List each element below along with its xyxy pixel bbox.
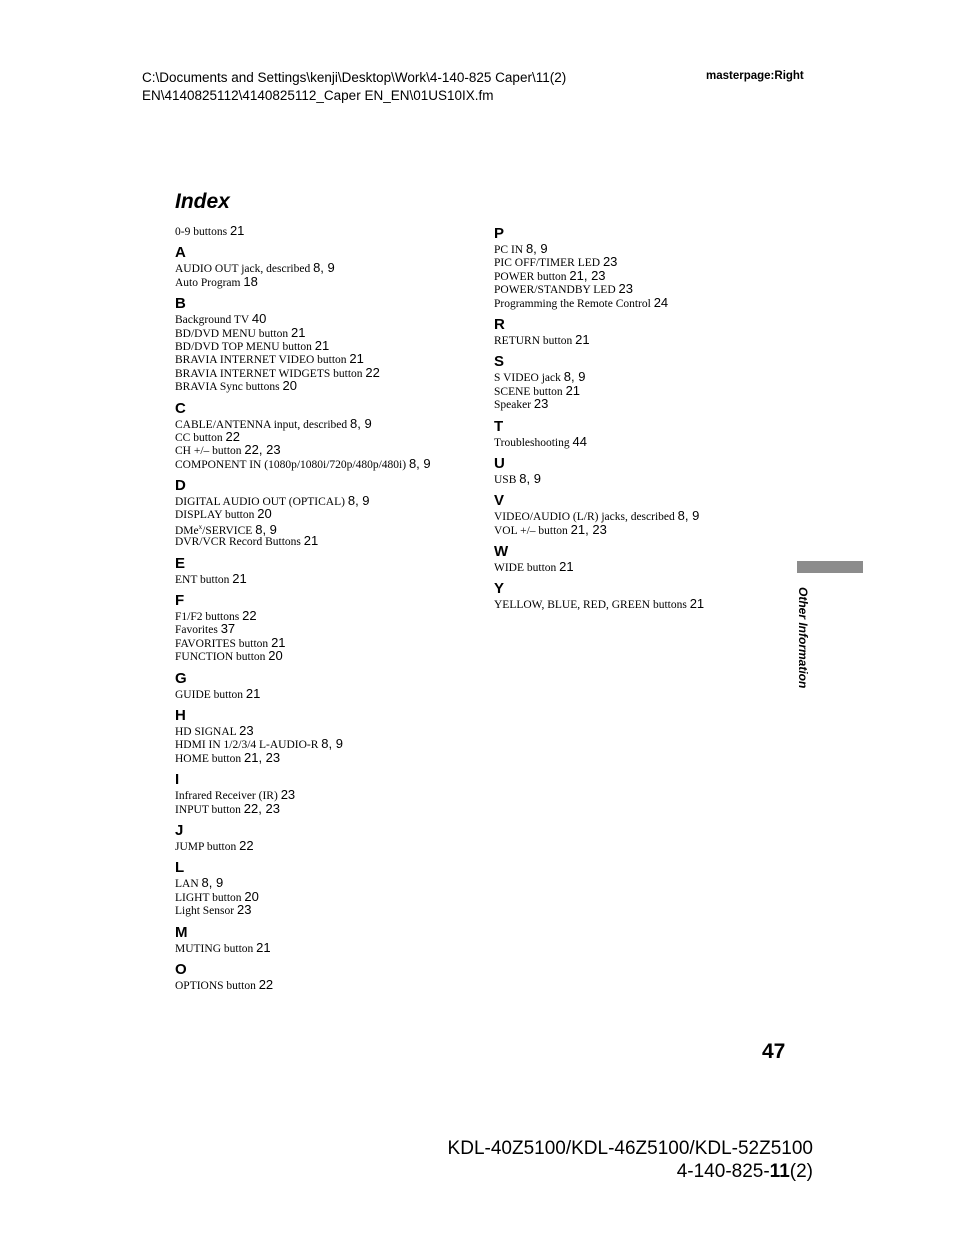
footer-code-suffix: (2) xyxy=(789,1161,813,1182)
index-entry xyxy=(175,494,475,507)
entry-text: MUTING button xyxy=(175,942,254,955)
index-entry xyxy=(175,534,475,547)
page-title: Index xyxy=(175,190,230,213)
index-letter-heading: E xyxy=(175,554,186,572)
entry-text: POWER button xyxy=(494,270,567,283)
index-group-a xyxy=(175,245,475,288)
footer xyxy=(448,1137,813,1183)
entry-pages: 8, 9 xyxy=(321,736,343,752)
entry-text: HOME button xyxy=(175,752,242,765)
entry-text: WIDE button xyxy=(494,562,557,575)
index-entry xyxy=(494,242,794,255)
index-letter-heading: Y xyxy=(494,580,505,598)
entry-pages: 21 xyxy=(559,559,574,575)
entry-text: DVR/VCR Record Buttons xyxy=(175,536,301,549)
entry-pages: 18 xyxy=(243,273,258,289)
entry-pages: 23 xyxy=(239,722,254,738)
entry-pages: 8, 9 xyxy=(313,260,335,276)
index-group-r xyxy=(494,317,794,346)
index-entry xyxy=(175,978,475,991)
index-entry xyxy=(494,560,794,573)
entry-pages: 44 xyxy=(572,433,587,449)
entry-pages: 24 xyxy=(653,294,669,310)
index-entry xyxy=(175,379,475,392)
right-groups xyxy=(494,226,794,611)
index-entry xyxy=(494,384,794,397)
index-entry xyxy=(175,724,475,737)
index-group-j xyxy=(175,823,475,852)
entry-text: COMPONENT IN (1080p/1080i/720p/480p/480i) xyxy=(175,458,407,471)
entry-pages: 22 xyxy=(242,608,257,624)
entry-pages: 8, 9 xyxy=(201,875,224,891)
entry-text: LIGHT button xyxy=(175,891,242,904)
entry-text: HD SIGNAL xyxy=(175,725,237,738)
entry-pages: 21 xyxy=(349,351,364,367)
entry-text: F1/F2 buttons xyxy=(175,611,240,624)
entry-text: CC button xyxy=(175,431,223,444)
index-entry xyxy=(494,597,794,610)
index-group-g xyxy=(175,671,475,700)
section-tab-bar xyxy=(797,561,863,573)
entry-pages: 22 xyxy=(225,428,240,444)
index-group-w xyxy=(494,544,794,573)
entry-pages: 23 xyxy=(236,902,252,918)
index-group-v xyxy=(494,493,794,536)
index-group-h xyxy=(175,708,475,764)
entry-pages: 21 xyxy=(303,533,319,549)
index-entry xyxy=(175,788,475,801)
index-letter-heading: A xyxy=(175,244,186,262)
entry-pages: 23 xyxy=(602,254,618,270)
index-group-c xyxy=(175,401,475,471)
index-group-m xyxy=(175,925,475,954)
entry-pages: 21 xyxy=(565,382,581,398)
entry-text: USB xyxy=(494,473,517,486)
entry-pages: 21 xyxy=(290,324,306,340)
index-group-s xyxy=(494,354,794,410)
index-letter-heading: S xyxy=(494,353,505,371)
index-letter-heading: L xyxy=(175,859,185,877)
entry-pages: 22 xyxy=(258,976,274,992)
index-entry xyxy=(494,255,794,268)
index-letter-heading: J xyxy=(175,821,184,839)
index-entry xyxy=(494,435,794,448)
index-letter-heading: B xyxy=(175,295,186,313)
entry-text: AUDIO OUT jack, described xyxy=(175,263,311,276)
entry-text: DMe xyxy=(175,524,199,537)
index-entry xyxy=(494,397,794,410)
entry-text: BRAVIA INTERNET WIDGETS button xyxy=(175,367,363,380)
entry-pages: 21 xyxy=(689,596,705,612)
index-entry xyxy=(175,443,475,456)
index-column-right xyxy=(494,224,794,611)
entry-pages: 21 xyxy=(256,939,271,955)
index-letter-heading: H xyxy=(175,706,186,724)
index-entry xyxy=(494,523,794,536)
section-side-label: Other Information xyxy=(796,587,810,689)
footer-models: KDL-40Z5100/KDL-46Z5100/KDL-52Z5100 xyxy=(447,1138,813,1159)
entry-pages: 40 xyxy=(251,311,267,327)
index-entry xyxy=(175,941,475,954)
file-path xyxy=(142,69,566,105)
entry-text: YELLOW, BLUE, RED, GREEN buttons xyxy=(494,599,687,612)
index-group-f xyxy=(175,593,475,663)
index-entry xyxy=(175,839,475,852)
index-entry xyxy=(175,339,475,352)
entry-pages: 20 xyxy=(268,648,283,664)
entry-text: FUNCTION button xyxy=(175,651,266,664)
entry-pages: 8, 9 xyxy=(350,415,372,431)
index-letter-heading: R xyxy=(494,315,505,333)
index-letter-heading: V xyxy=(494,492,505,510)
index-entry xyxy=(175,802,475,815)
index-letter-heading: M xyxy=(175,923,188,941)
entry-pages: 22, 23 xyxy=(243,800,280,816)
left-groups xyxy=(175,245,475,991)
entry-text: Favorites xyxy=(175,624,218,637)
footer-code-prefix: 4-140-825- xyxy=(676,1161,770,1182)
entry-text: Auto Program xyxy=(175,276,241,289)
index-letter-heading: P xyxy=(494,225,505,242)
entry-text: JUMP button xyxy=(175,840,237,853)
index-group-u xyxy=(494,456,794,485)
index-group-t xyxy=(494,419,794,448)
entry-pages: 8, 9 xyxy=(525,241,548,256)
entry-pages: 21, 23 xyxy=(244,749,281,765)
entry-text: DIGITAL AUDIO OUT (OPTICAL) xyxy=(175,496,345,509)
index-group-e xyxy=(175,556,475,585)
index-entry xyxy=(494,282,794,295)
entry-pages: 21 xyxy=(575,331,590,347)
entry-pages: 22 xyxy=(365,364,380,380)
file-path-line1: C:\Documents and Settings\kenji\Desktop\Work\4-140-825 Caper\11(2) xyxy=(142,70,567,85)
entry-text: S VIDEO jack xyxy=(494,372,561,385)
entry-pages: 21 xyxy=(229,223,245,238)
entry-text: INPUT button xyxy=(175,803,241,816)
index-letter-heading: T xyxy=(494,417,504,435)
index-entry xyxy=(175,636,475,649)
entry-text: DISPLAY button xyxy=(175,509,255,522)
entry-text: Troubleshooting xyxy=(494,436,570,449)
index-group-y xyxy=(494,581,794,610)
index-group-i xyxy=(175,772,475,815)
index-entry xyxy=(175,609,475,622)
entry-pages: 8, 9 xyxy=(563,369,586,385)
index-entry xyxy=(175,457,475,470)
entry-text: PIC OFF/TIMER LED xyxy=(494,257,601,270)
page-number: 47 xyxy=(762,1040,786,1063)
entry-text: SCENE button xyxy=(494,385,563,398)
index-letter-heading: G xyxy=(175,669,187,687)
entry-text: Infrared Receiver (IR) xyxy=(175,790,278,803)
entry-text: Light Sensor xyxy=(175,905,235,918)
entry-text: Background TV xyxy=(175,314,249,327)
index-entry xyxy=(175,312,475,325)
entry-text: BRAVIA Sync buttons xyxy=(175,381,280,394)
entry-text: BRAVIA INTERNET VIDEO button xyxy=(175,354,347,367)
file-path-line2: EN\4140825112\4140825112_Caper EN_EN\01US10IX.fm xyxy=(142,88,494,103)
index-entry xyxy=(175,687,475,700)
entry-pages: 8, 9 xyxy=(519,470,541,486)
entry-pages: 8, 9 xyxy=(677,508,700,524)
index-entry-prelude xyxy=(175,224,475,237)
index-entry xyxy=(175,275,475,288)
entry-pages: 21 xyxy=(271,634,286,650)
entry-pages: 23 xyxy=(618,281,633,297)
entry-text: 0-9 buttons xyxy=(175,226,228,238)
entry-superscript: x xyxy=(198,522,203,531)
entry-text: BD/DVD MENU button xyxy=(175,327,289,340)
index-group-b xyxy=(175,296,475,392)
index-entry xyxy=(175,572,475,585)
index-entry xyxy=(175,890,475,903)
index-entry xyxy=(494,333,794,346)
index-entry xyxy=(175,507,475,520)
entry-pages: 8, 9 xyxy=(255,521,277,537)
entry-text: RETURN button xyxy=(494,334,573,347)
entry-text: ENT button xyxy=(175,573,230,586)
entry-text: POWER/STANDBY LED xyxy=(494,284,616,297)
index-letter-heading: C xyxy=(175,399,186,417)
entry-text: Speaker xyxy=(494,399,532,412)
index-entry xyxy=(175,737,475,750)
entry-text: CABLE/ANTENNA input, described xyxy=(175,418,348,431)
entry-text: Programming the Remote Control xyxy=(494,297,651,310)
entry-pages: 22 xyxy=(239,837,254,853)
footer-code xyxy=(448,1160,813,1183)
index-entry xyxy=(175,352,475,365)
entry-text: GUIDE button xyxy=(175,688,244,701)
index-entry xyxy=(175,261,475,274)
index-letter-heading: F xyxy=(175,592,185,610)
entry-text: CH +/– button xyxy=(175,445,242,458)
index-entry xyxy=(175,876,475,889)
entry-text: VOL +/– button xyxy=(494,524,568,537)
index-group-d xyxy=(175,478,475,548)
index-entry xyxy=(175,326,475,339)
index-entry xyxy=(494,509,794,522)
entry-pages: 8, 9 xyxy=(408,455,431,471)
entry-pages: 20 xyxy=(282,378,297,394)
index-letter-heading: U xyxy=(494,454,505,472)
entry-text: HDMI IN 1/2/3/4 L-AUDIO-R xyxy=(175,739,319,752)
entry-pages: 21 xyxy=(314,337,330,353)
entry-pages: 21, 23 xyxy=(570,521,607,537)
entry-pages: 23 xyxy=(533,396,549,412)
entry-text: VIDEO/AUDIO (L/R) jacks, described xyxy=(494,511,675,524)
index-letter-heading: W xyxy=(494,543,509,561)
entry-pages: 22, 23 xyxy=(244,442,281,458)
index-column-left xyxy=(175,224,475,991)
masterpage-label: masterpage:Right xyxy=(706,70,804,82)
entry-pages: 21 xyxy=(232,570,247,586)
entry-text: FAVORITES button xyxy=(175,637,269,650)
index-group-l xyxy=(175,860,475,916)
index-entry xyxy=(494,370,794,383)
index-entry xyxy=(494,296,794,309)
index-group-p xyxy=(494,226,794,309)
index-letter-heading: D xyxy=(175,477,186,495)
entry-pages: 21, 23 xyxy=(569,267,606,283)
footer-code-bold: 11 xyxy=(769,1161,790,1182)
entry-pages: 20 xyxy=(244,888,259,904)
entry-pages: 23 xyxy=(280,787,296,803)
entry-text: BD/DVD TOP MENU button xyxy=(175,340,312,353)
index-entry xyxy=(175,622,475,635)
index-entry xyxy=(175,430,475,443)
index-entry xyxy=(175,366,475,379)
entry-pages: 21 xyxy=(245,685,261,701)
entry-text-after: /SERVICE xyxy=(202,524,253,537)
index-entry xyxy=(494,472,794,485)
index-group-o xyxy=(175,962,475,991)
entry-text: LAN xyxy=(175,878,199,891)
index-letter-heading: O xyxy=(175,960,187,978)
index-letter-heading: I xyxy=(175,771,180,789)
index-entry xyxy=(175,751,475,764)
index-entry xyxy=(175,521,475,537)
entry-pages: 37 xyxy=(220,621,236,637)
index-entry xyxy=(175,649,475,662)
index-entry xyxy=(494,269,794,282)
entry-pages: 20 xyxy=(257,506,272,522)
entry-pages: 8, 9 xyxy=(347,493,370,509)
index-entry xyxy=(175,417,475,430)
entry-text: OPTIONS button xyxy=(175,979,256,992)
entry-text: PC IN xyxy=(494,244,524,256)
index-entry xyxy=(175,903,475,916)
